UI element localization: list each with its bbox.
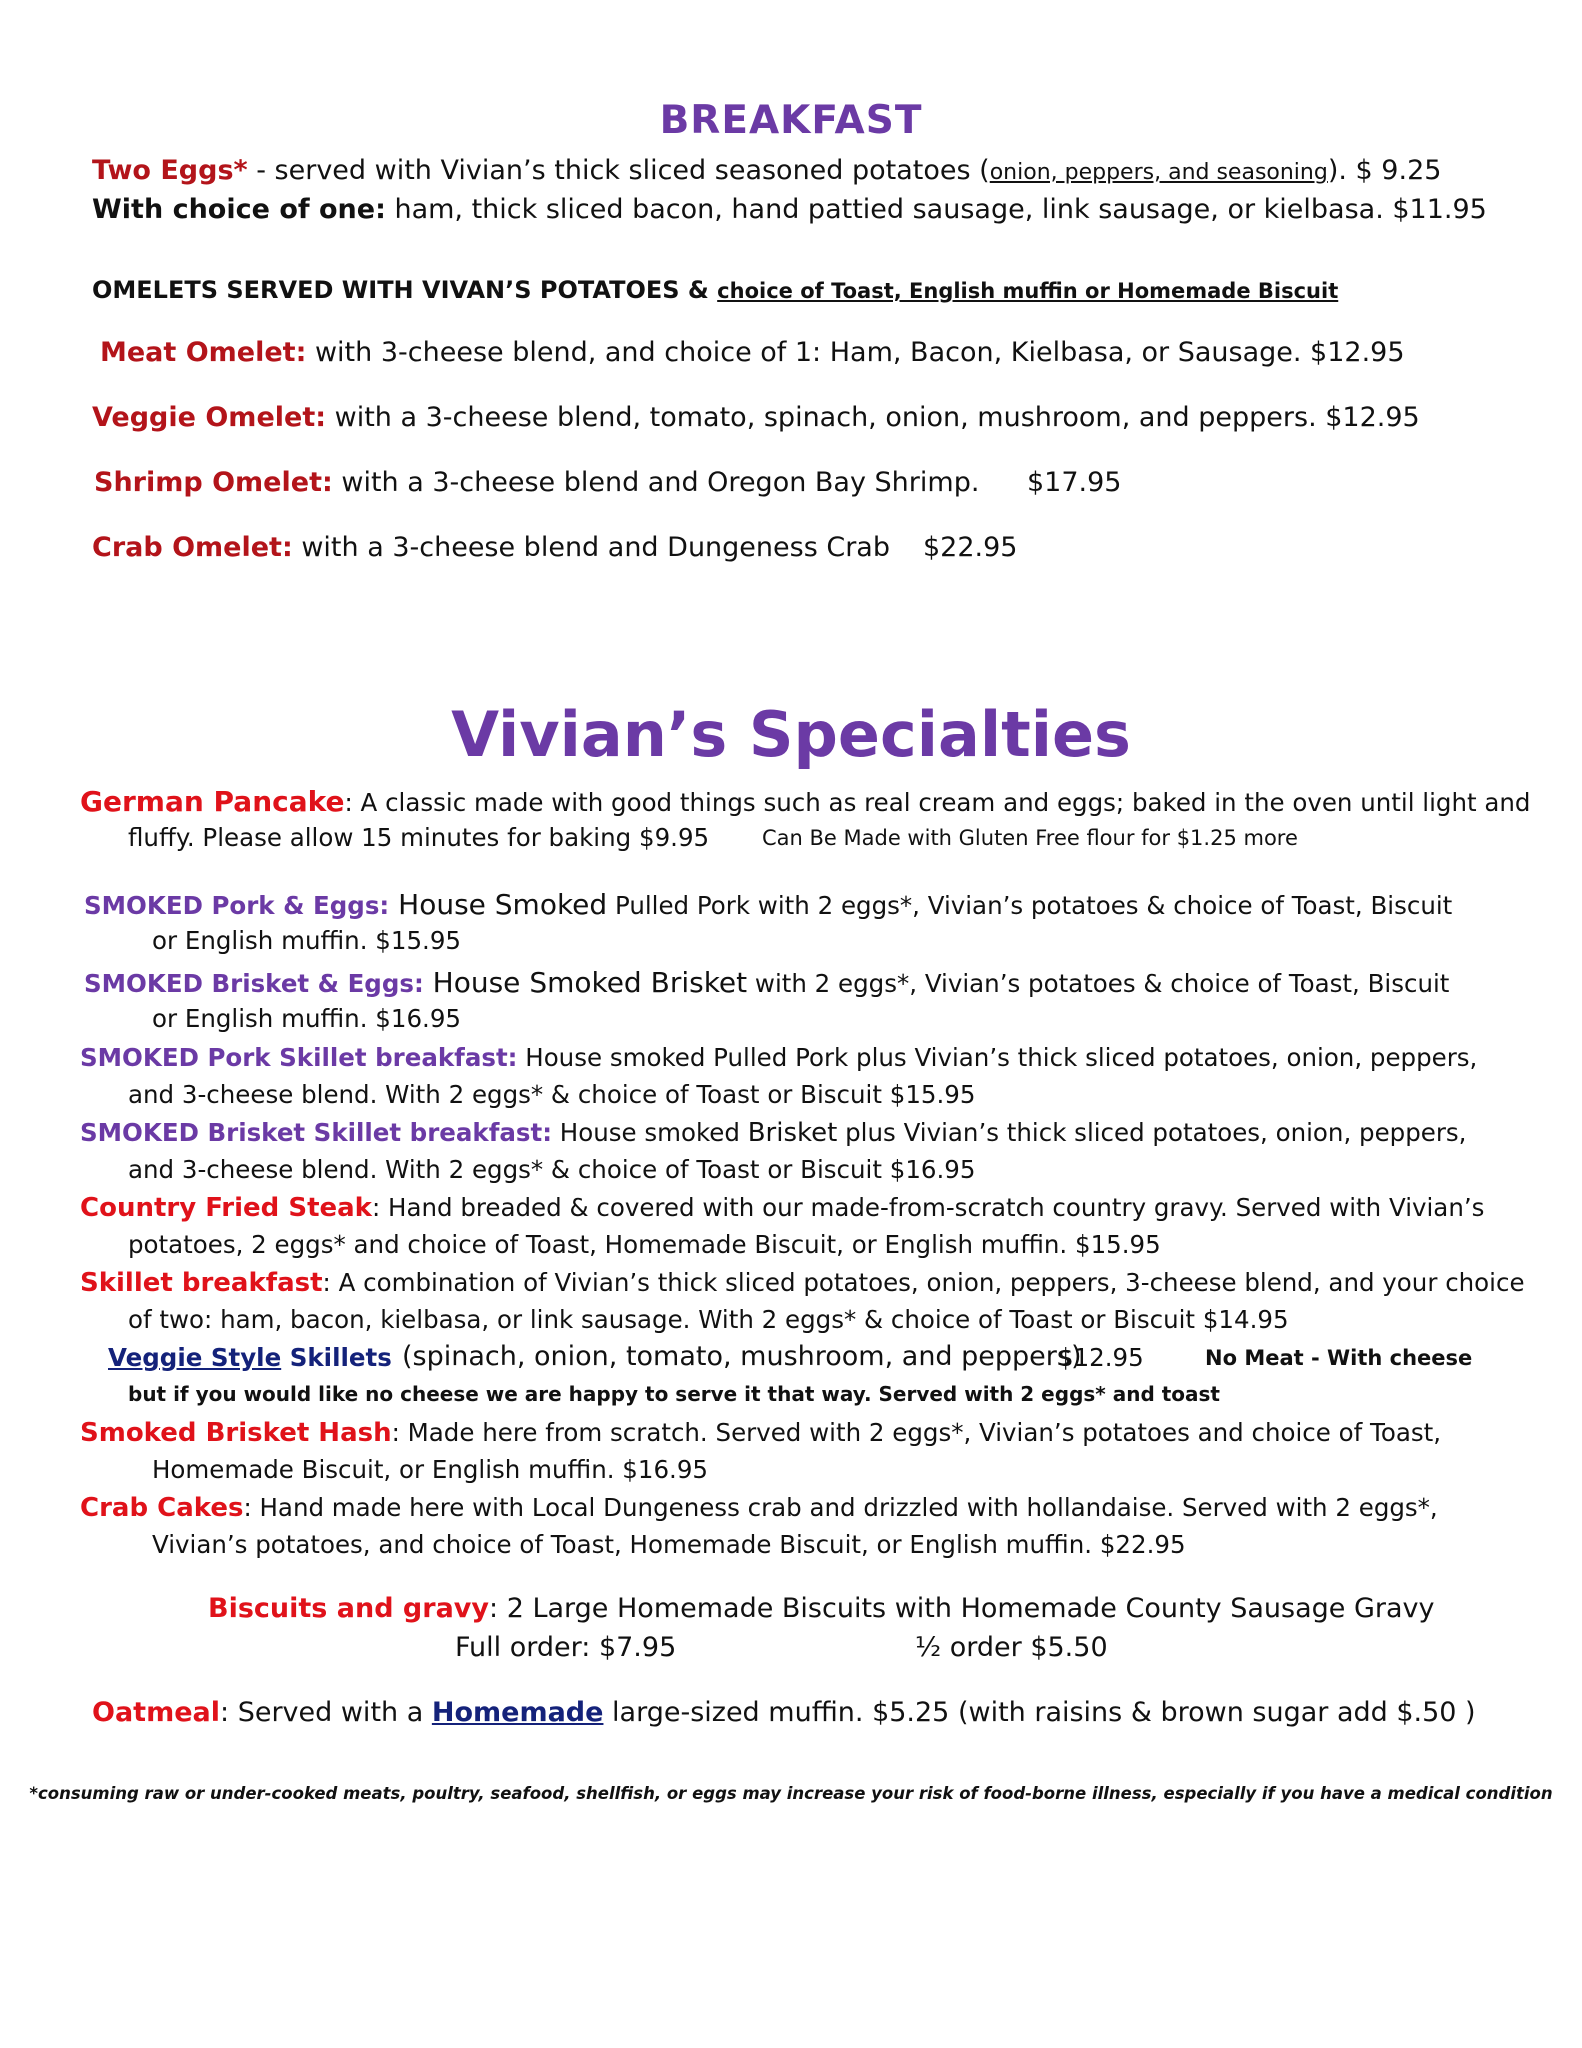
shrimp-omelet-desc: with a 3-cheese blend and Oregon Bay Shrimp. [332, 467, 980, 498]
specialties-heading: Vivian’s Specialties [451, 698, 1131, 771]
with-choice-line [92, 194, 1487, 225]
crab-cakes-desc: Hand made here with Local Dungeness crab and drizzled with hollandaise. Served with 2 eggs*, [251, 1493, 1438, 1522]
two-eggs-price: ). $ 9.25 [1327, 155, 1442, 186]
two-eggs-name: Two Eggs* [92, 155, 248, 186]
oatmeal-name: Oatmeal [92, 1697, 220, 1728]
shrimp-omelet-price: $17.95 [1027, 467, 1122, 498]
meat-omelet-desc: with 3-cheese blend, and choice of 1: Ham, Bacon, Kielbasa, or Sausage. $12.95 [306, 337, 1405, 368]
skillet-desc: A combination of Vivian’s thick sliced potatoes, onion, peppers, 3-cheese blend, and your choice [330, 1268, 1525, 1297]
veggie-style-paren: (spinach, onion, tomato, mushroom, and peppers) [402, 1341, 1082, 1372]
with-choice-label: With choice of one: [92, 194, 386, 225]
shrimp-omelet-name: Shrimp Omelet: [94, 467, 333, 498]
crab-cakes-line2: Vivian’s potatoes, and choice of Toast, Homemade Biscuit, or English muffin. $22.95 [152, 1530, 1186, 1559]
smoked-brisket-skillet-desc-b: plus Vivian’s thick sliced potatoes, onion, peppers, [837, 1118, 1467, 1147]
skillet-name: Skillet breakfast [80, 1268, 323, 1298]
skillet-line1 [80, 1268, 1525, 1298]
german-pancake-line2: fluffy. Please allow 15 minutes for baking $9.95 [128, 823, 710, 852]
oatmeal-desc2: large-sized muffin. $5.25 (with raisins & brown sugar add $.50 ) [603, 1697, 1476, 1728]
omelet-header [92, 276, 1338, 304]
brisket-hash-desc: Made here from scratch. Served with 2 eggs*, Vivian’s potatoes and choice of Toast, [399, 1418, 1442, 1447]
biscuits-line1 [208, 1593, 1435, 1624]
with-choice-desc: ham, thick sliced bacon, hand pattied sausage, link sausage, or kielbasa. $11.95 [385, 194, 1487, 225]
smoked-pork-skillet-line1 [80, 1043, 1477, 1072]
oatmeal-colon: : [220, 1697, 230, 1728]
crab-omelet-price: $22.95 [923, 532, 1018, 563]
crab-cakes-name: Crab Cakes [80, 1493, 244, 1523]
two-eggs-seasoning: onion, peppers, and seasoning [989, 160, 1328, 185]
biscuits-name: Biscuits and gravy [208, 1593, 489, 1624]
smoked-pork-eggs-desc: Pulled Pork with 2 eggs*, Vivian’s potatoes & choice of Toast, Biscuit [607, 891, 1453, 920]
crab-omelet [92, 532, 890, 563]
german-pancake-line1 [80, 785, 1530, 818]
oatmeal-line [92, 1697, 1476, 1728]
veggie-style-line1 [108, 1343, 392, 1372]
veggie-omelet-name: Veggie Omelet: [92, 402, 327, 433]
biscuits-half-order: ½ order $5.50 [915, 1632, 1108, 1663]
meat-omelet-name: Meat Omelet: [100, 337, 307, 368]
oatmeal-desc1: Served with a [229, 1697, 432, 1728]
smoked-pork-eggs-big: House Smoked [389, 888, 608, 921]
german-pancake-note: Can Be Made with Gluten Free flour for $1.25 more [762, 826, 1298, 850]
veggie-omelet [92, 402, 1420, 433]
country-fried-name: Country Fried Steak [80, 1193, 372, 1223]
crab-cakes-colon: : [243, 1493, 252, 1522]
smoked-pork-skillet-line2: and 3-cheese blend. With 2 eggs* & choice of Toast or Biscuit $15.95 [128, 1080, 976, 1109]
smoked-brisket-skillet-big: Brisket [747, 1118, 838, 1148]
omelet-header-choice: choice of Toast, English muffin or Homemade Biscuit [717, 279, 1339, 303]
biscuits-desc: 2 Large Homemade Biscuits with Homemade County Sausage Gravy [498, 1593, 1435, 1624]
shrimp-omelet [94, 467, 979, 498]
smoked-brisket-skillet-line2: and 3-cheese blend. With 2 eggs* & choice of Toast or Biscuit $16.95 [128, 1155, 976, 1184]
veggie-style-line2: but if you would like no cheese we are happy to serve it that way. Served with 2 eggs* and toast [128, 1382, 1220, 1406]
german-pancake-name: German Pancake [80, 785, 345, 818]
skillet-line2: of two: ham, bacon, kielbasa, or link sausage. With 2 eggs* & choice of Toast or Biscuit $14.95 [128, 1305, 1289, 1334]
smoked-pork-skillet-name: SMOKED Pork Skillet breakfast: [80, 1043, 518, 1072]
two-eggs-desc: - served with Vivian’s thick sliced seasoned potatoes [247, 155, 980, 186]
brisket-hash-line1 [80, 1418, 1441, 1448]
smoked-brisket-eggs-big: House Smoked Brisket [423, 966, 748, 999]
oatmeal-homemade: Homemade [431, 1697, 604, 1728]
crab-cakes-line1 [80, 1493, 1438, 1523]
brisket-hash-colon: : [391, 1418, 400, 1447]
two-eggs-line [92, 155, 1441, 186]
smoked-pork-eggs-line1 [84, 888, 1452, 921]
breakfast-heading: BREAKFAST [659, 98, 923, 143]
country-fried-colon: : [371, 1193, 381, 1222]
food-safety-disclaimer: *consuming raw or under-cooked meats, poultry, seafood, shellfish, or eggs may increase your risk of food-borne illness, especially if you have a medical condition [29, 1784, 1553, 1803]
crab-omelet-desc: with a 3-cheese blend and Dungeness Crab [292, 532, 890, 563]
smoked-brisket-skillet-name: SMOKED Brisket Skillet breakfast: [80, 1118, 553, 1147]
paren-open: ( [979, 155, 990, 186]
smoked-brisket-eggs-name: SMOKED Brisket & Eggs: [84, 969, 424, 998]
veggie-style-no-meat: No Meat - With cheese [1205, 1346, 1473, 1370]
veggie-style-name-rest: Skillets [281, 1343, 392, 1372]
brisket-hash-name: Smoked Brisket Hash [80, 1418, 392, 1448]
country-fried-line1 [80, 1193, 1484, 1223]
meat-omelet [100, 337, 1405, 368]
smoked-brisket-eggs-line1 [84, 966, 1449, 999]
german-pancake-colon: : [344, 788, 353, 817]
smoked-brisket-skillet-desc-a: House smoked [552, 1118, 748, 1147]
smoked-brisket-eggs-desc: with 2 eggs*, Vivian’s potatoes & choice of Toast, Biscuit [747, 969, 1450, 998]
veggie-style-price: $12.95 [1058, 1343, 1144, 1372]
veggie-omelet-desc: with a 3-cheese blend, tomato, spinach, onion, mushroom, and peppers. $12.95 [326, 402, 1420, 433]
veggie-style-name-underlined: Veggie Style [108, 1343, 282, 1372]
omelet-header-label: OMELETS SERVED WITH VIVAN’S POTATOES & [92, 276, 718, 304]
biscuits-colon: : [489, 1593, 499, 1624]
smoked-brisket-eggs-line2: or English muffin. $16.95 [152, 1004, 462, 1033]
smoked-brisket-skillet-line1 [80, 1118, 1466, 1148]
country-fried-line2: potatoes, 2 eggs* and choice of Toast, Homemade Biscuit, or English muffin. $15.95 [128, 1230, 1161, 1259]
smoked-pork-eggs-name: SMOKED Pork & Eggs: [84, 891, 390, 920]
brisket-hash-line2: Homemade Biscuit, or English muffin. $16.95 [152, 1455, 709, 1484]
skillet-colon: : [322, 1268, 331, 1297]
smoked-pork-eggs-line2: or English muffin. $15.95 [152, 926, 462, 955]
smoked-pork-skillet-desc: House smoked Pulled Pork plus Vivian’s thick sliced potatoes, onion, peppers, [517, 1043, 1478, 1072]
crab-omelet-name: Crab Omelet: [92, 532, 293, 563]
country-fried-desc: Hand breaded & covered with our made-from-scratch country gravy. Served with Vivian’s [380, 1193, 1485, 1222]
german-pancake-desc1: A classic made with good things such as real cream and eggs; baked in the oven until light and [352, 788, 1531, 817]
biscuits-full-order: Full order: $7.95 [455, 1632, 677, 1663]
